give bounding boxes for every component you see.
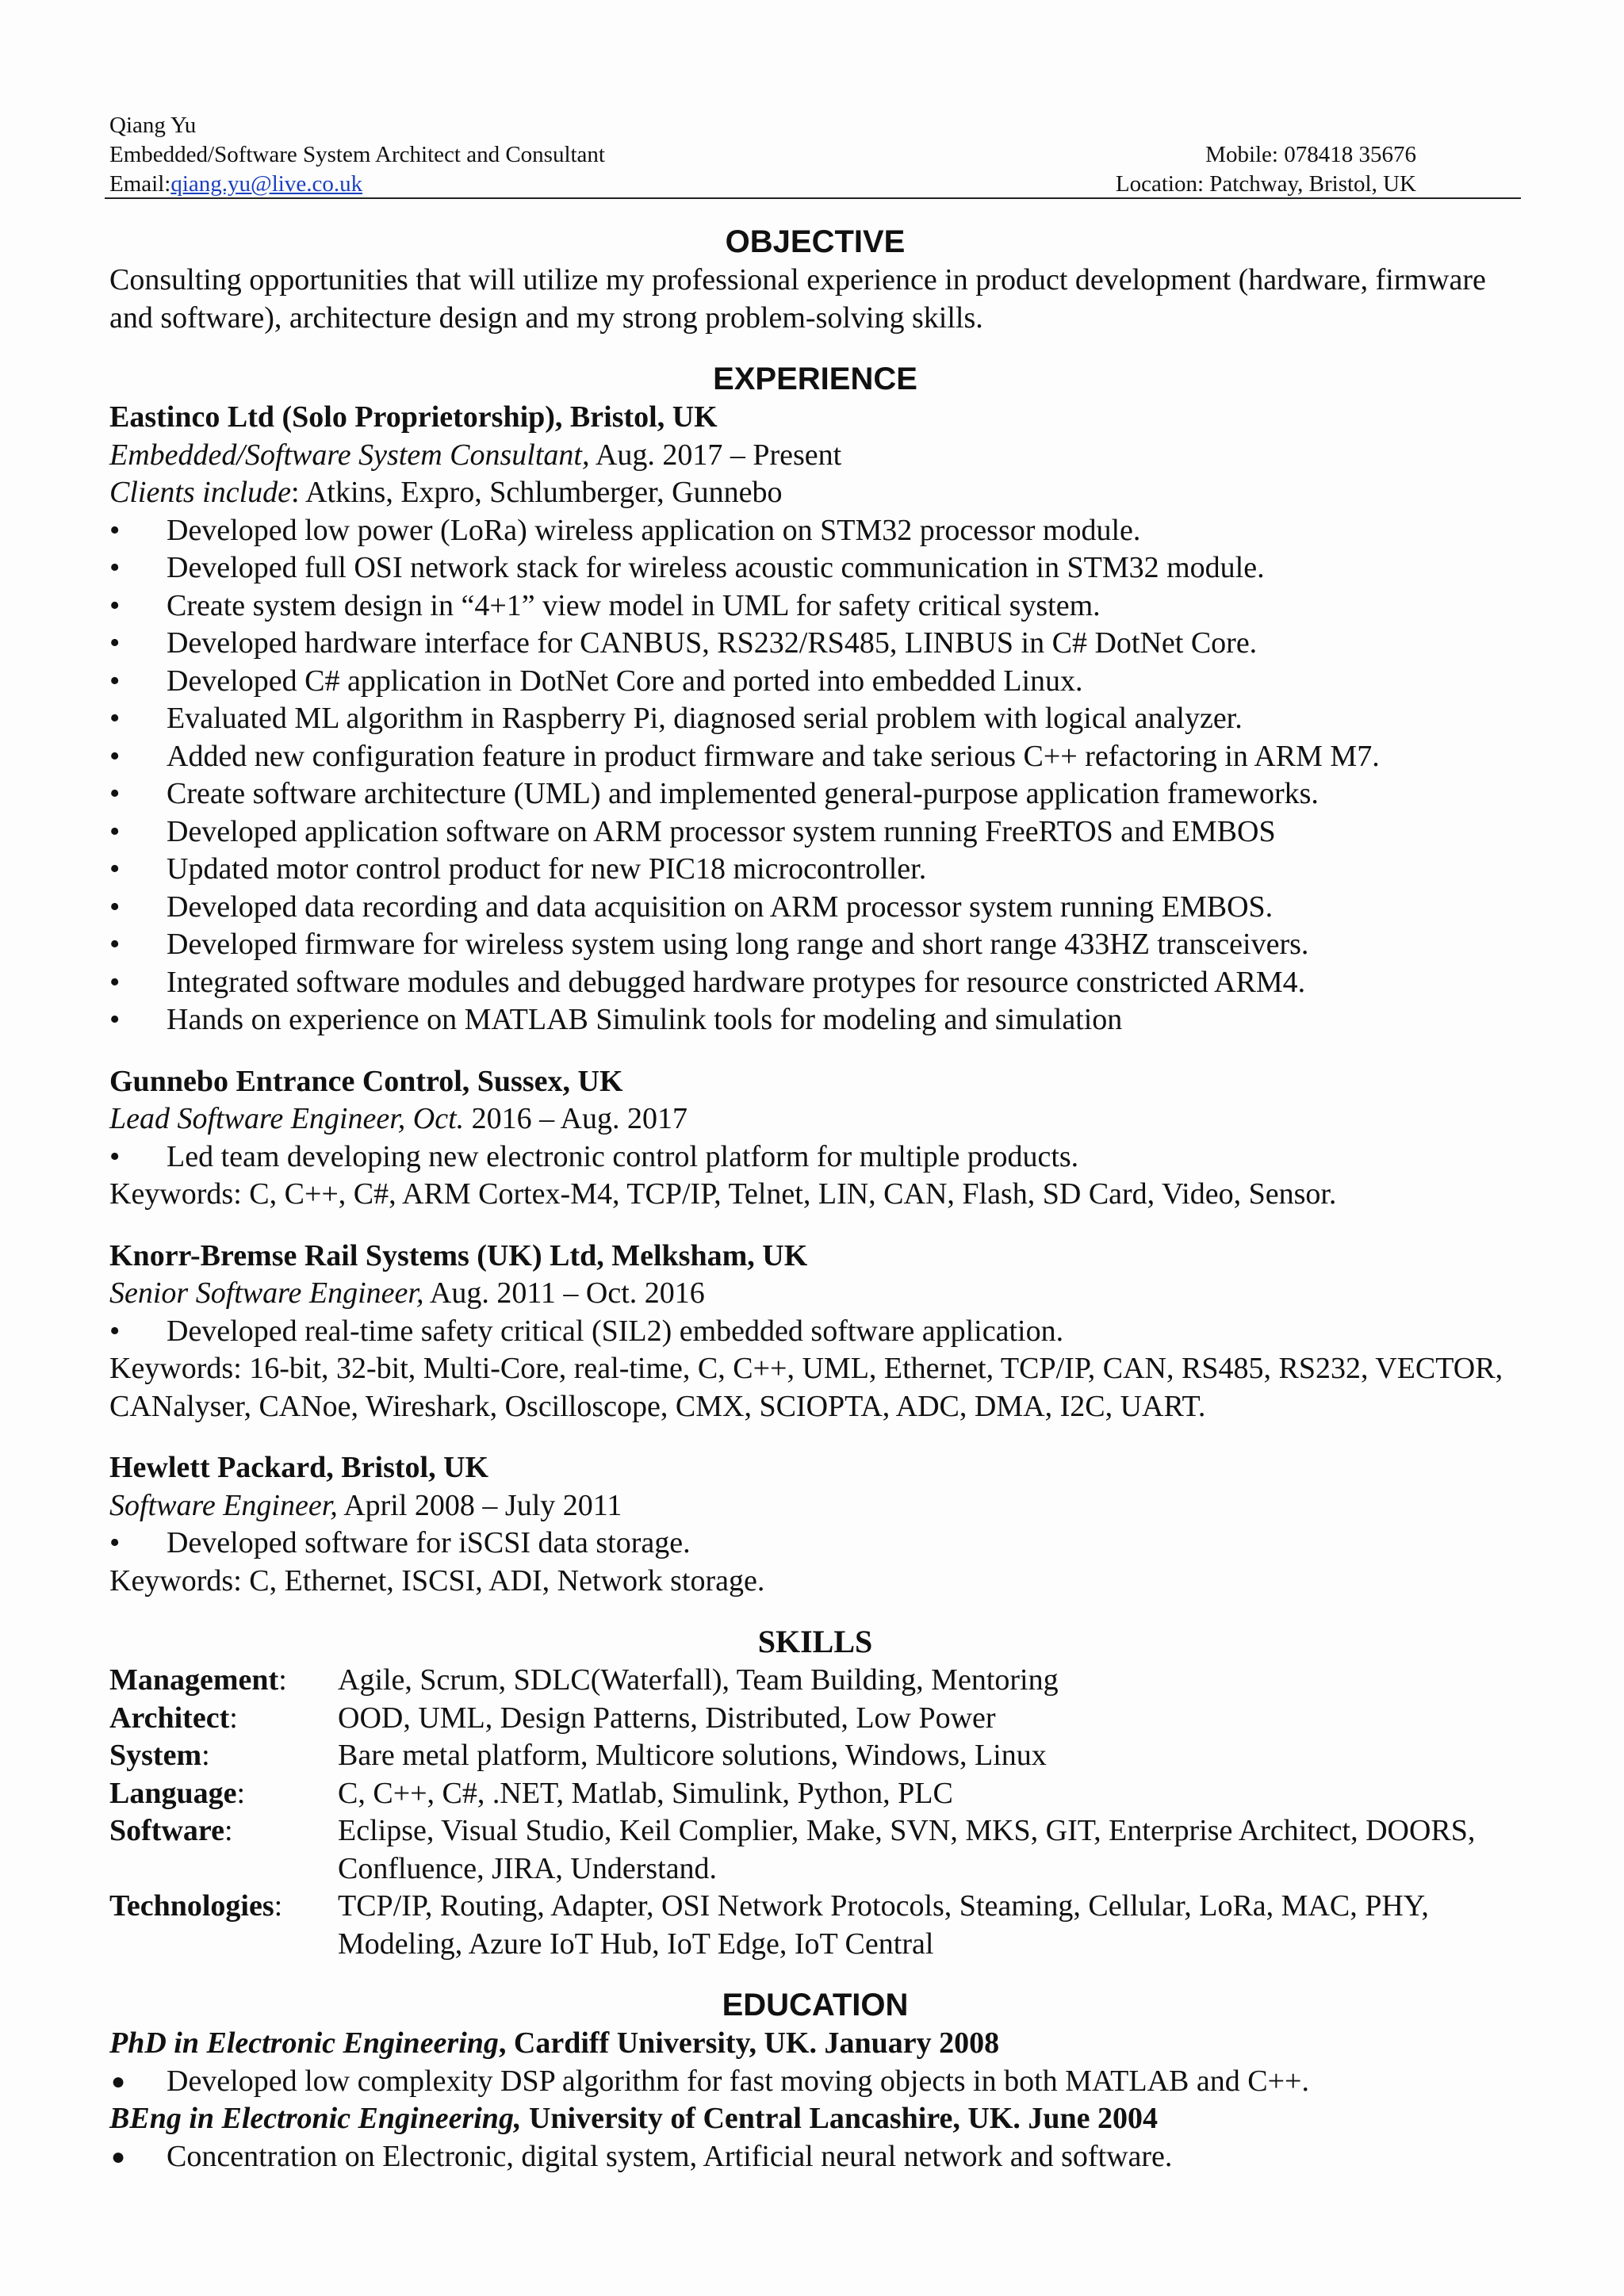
skill-value: C, C++, C#, .NET, Matlab, Simulink, Python, PLC xyxy=(338,1776,953,1810)
job-bullet: • Developed firmware for wireless system using long range and short range 433HZ transceivers. xyxy=(109,926,1521,964)
education-bullet: ● Developed low complexity DSP algorithm for fast moving objects in both MATLAB and C++. xyxy=(109,2063,1521,2101)
job-keywords: Keywords: C, C++, C#, ARM Cortex-M4, TCP/IP, Telnet, LIN, CAN, Flash, SD Card, Video, Sensor. xyxy=(109,1177,1337,1211)
job-bullets xyxy=(109,1138,1521,1177)
job-entry xyxy=(109,1238,1521,1426)
objective-text: Consulting opportunities that will utilize my professional experience in product development (hardware, firmware and software), architecture design and my strong problem-solving skills. xyxy=(109,263,1486,335)
degree: PhD in Electronic Engineering xyxy=(109,2026,499,2060)
skill-value: Agile, Scrum, SDLC(Waterfall), Team Building, Mentoring xyxy=(338,1663,1059,1697)
job-bullets xyxy=(109,512,1521,1039)
job-bullet: • Developed hardware interface for CANBUS, RS232/RS485, LINBUS in C# DotNet Core. xyxy=(109,625,1521,663)
header-divider xyxy=(105,197,1521,199)
job-dates: Aug. 2017 – Present xyxy=(589,438,842,472)
skills-row: Technologies: TCP/IP, Routing, Adapter, OSI Network Protocols, Steaming, Cellular, LoRa, MAC, PHY, Modeling, Azure IoT Hub, IoT Edge, IoT Central xyxy=(109,1888,1521,1963)
email-label: Email: xyxy=(109,171,171,197)
skill-value: TCP/IP, Routing, Adapter, OSI Network Protocols, Steaming, Cellular, LoRa, MAC, PHY, Modeling, Azure IoT Hub, IoT Edge, IoT Central xyxy=(338,1889,1429,1961)
header-title: Embedded/Software System Architect and Consultant xyxy=(109,142,605,167)
job-entry xyxy=(109,399,1521,1039)
skill-key: Architect xyxy=(109,1701,230,1735)
job-clients-line xyxy=(109,474,1521,512)
job-bullet: • Developed data recording and data acquisition on ARM processor system running EMBOS. xyxy=(109,889,1521,927)
education-bullets xyxy=(109,2138,1521,2176)
header-name: Qiang Yu xyxy=(109,113,197,138)
education-bullets xyxy=(109,2063,1521,2101)
skill-key: Language xyxy=(109,1776,237,1810)
email-link[interactable]: qiang.yu@live.co.uk xyxy=(170,171,363,197)
job-bullet: • Integrated software modules and debugged hardware protypes for resource constricted ARM4. xyxy=(109,964,1521,1002)
degree: BEng in Electronic Engineering, xyxy=(109,2102,522,2135)
job-bullet: • Developed full OSI network stack for wireless acoustic communication in STM32 module. xyxy=(109,549,1521,587)
skill-value: OOD, UML, Design Patterns, Distributed, Low Power xyxy=(338,1701,996,1735)
job-bullet: • Create software architecture (UML) and implemented general-purpose application frameworks. xyxy=(109,775,1521,813)
school: University of Central Lancashire, UK. June 2004 xyxy=(521,2102,1158,2135)
job-bullet: • Added new configuration feature in product firmware and take serious C++ refactoring in ARM M7. xyxy=(109,738,1521,776)
job-role-line xyxy=(109,437,1521,475)
skills-row: System: Bare metal platform, Multicore solutions, Windows, Linux xyxy=(109,1737,1521,1775)
job-bullet: • Developed real-time safety critical (SIL2) embedded software application. xyxy=(109,1313,1521,1351)
job-entry xyxy=(109,1449,1521,1600)
school: , Cardiff University, UK. January 2008 xyxy=(498,2026,1000,2060)
header-email-line xyxy=(109,170,362,198)
job-bullet: • Create system design in “4+1” view model in UML for safety critical system. xyxy=(109,587,1521,626)
skill-value: Bare metal platform, Multicore solutions, Windows, Linux xyxy=(338,1739,1047,1772)
skills-row: Software: Eclipse, Visual Studio, Keil Complier, Make, SVN, MKS, GIT, Enterprise Architect, DOORS, Confluence, JIRA, Understand. xyxy=(109,1812,1521,1888)
job-bullets xyxy=(109,1525,1521,1563)
job-org: Knorr-Bremse Rail Systems (UK) Ltd, Melksham, UK xyxy=(109,1238,808,1272)
header-location: Location: Patchway, Bristol, UK xyxy=(1115,171,1416,197)
job-role: Embedded/Software System Consultant, xyxy=(109,438,590,472)
skills-row: Language: C, C++, C#, .NET, Matlab, Simulink, Python, PLC xyxy=(109,1775,1521,1813)
job-role: Senior Software Engineer, xyxy=(109,1276,424,1310)
objective-heading: OBJECTIVE xyxy=(725,224,906,259)
skills-row: Architect: OOD, UML, Design Patterns, Distributed, Low Power xyxy=(109,1700,1521,1738)
job-bullet: • Updated motor control product for new PIC18 microcontroller. xyxy=(109,851,1521,889)
job-role: Lead Software Engineer, Oct. xyxy=(109,1102,465,1135)
job-bullet: • Developed low power (LoRa) wireless application on STM32 processor module. xyxy=(109,512,1521,550)
job-role-line xyxy=(109,1100,1521,1138)
education-bullet: ● Concentration on Electronic, digital system, Artificial neural network and software. xyxy=(109,2138,1521,2176)
education-entry xyxy=(109,2100,1521,2138)
job-dates: April 2008 – July 2011 xyxy=(337,1488,622,1522)
job-bullet: • Developed software for iSCSI data storage. xyxy=(109,1525,1521,1563)
job-bullet: • Hands on experience on MATLAB Simulink tools for modeling and simulation xyxy=(109,1001,1521,1039)
clients-list: : Atkins, Expro, Schlumberger, Gunnebo xyxy=(291,476,783,509)
job-bullet: • Developed C# application in DotNet Core and ported into embedded Linux. xyxy=(109,663,1521,701)
education-entry xyxy=(109,2025,1521,2063)
job-org: Eastinco Ltd (Solo Proprietorship), Bristol, UK xyxy=(109,400,718,434)
experience-heading: EXPERIENCE xyxy=(713,362,917,396)
job-role-line xyxy=(109,1487,1521,1525)
skills-table xyxy=(109,1662,1521,1963)
skill-key: Technologies xyxy=(109,1889,274,1923)
job-bullets xyxy=(109,1313,1521,1351)
skills-heading: SKILLS xyxy=(757,1624,873,1659)
job-keywords: Keywords: 16-bit, 32-bit, Multi-Core, real-time, C, C++, UML, Ethernet, TCP/IP, CAN, RS485, RS232, VECTOR, CANalyser, CANoe, Wireshark, Oscilloscope, CMX, SCIOPTA, ADC, DMA, I2C, UART. xyxy=(109,1352,1503,1423)
job-dates: Aug. 2011 – Oct. 2016 xyxy=(423,1276,705,1310)
job-org: Hewlett Packard, Bristol, UK xyxy=(109,1451,489,1484)
job-keywords: Keywords: C, Ethernet, ISCSI, ADI, Network storage. xyxy=(109,1563,765,1598)
job-entry xyxy=(109,1063,1521,1214)
clients-label: Clients include xyxy=(109,476,292,509)
education-heading: EDUCATION xyxy=(722,1988,909,2022)
job-bullet: • Developed application software on ARM processor system running FreeRTOS and EMBOS xyxy=(109,813,1521,851)
resume-content xyxy=(109,222,1521,2175)
header-mobile: Mobile: 078418 35676 xyxy=(1205,142,1416,167)
skill-key: Software xyxy=(109,1814,224,1847)
job-bullet: • Led team developing new electronic control platform for multiple products. xyxy=(109,1138,1521,1177)
job-org: Gunnebo Entrance Control, Sussex, UK xyxy=(109,1064,623,1098)
skills-row: Management: Agile, Scrum, SDLC(Waterfall), Team Building, Mentoring xyxy=(109,1662,1521,1700)
skill-key: System xyxy=(109,1739,202,1772)
job-role-line xyxy=(109,1275,1521,1313)
skill-key: Management xyxy=(109,1663,279,1697)
job-role: Software Engineer, xyxy=(109,1488,338,1522)
job-dates: 2016 – Aug. 2017 xyxy=(464,1102,688,1135)
job-bullet: • Evaluated ML algorithm in Raspberry Pi, diagnosed serial problem with logical analyzer. xyxy=(109,700,1521,738)
skill-value: Eclipse, Visual Studio, Keil Complier, Make, SVN, MKS, GIT, Enterprise Architect, DOORS, Confluence, JIRA, Understand. xyxy=(338,1814,1476,1885)
